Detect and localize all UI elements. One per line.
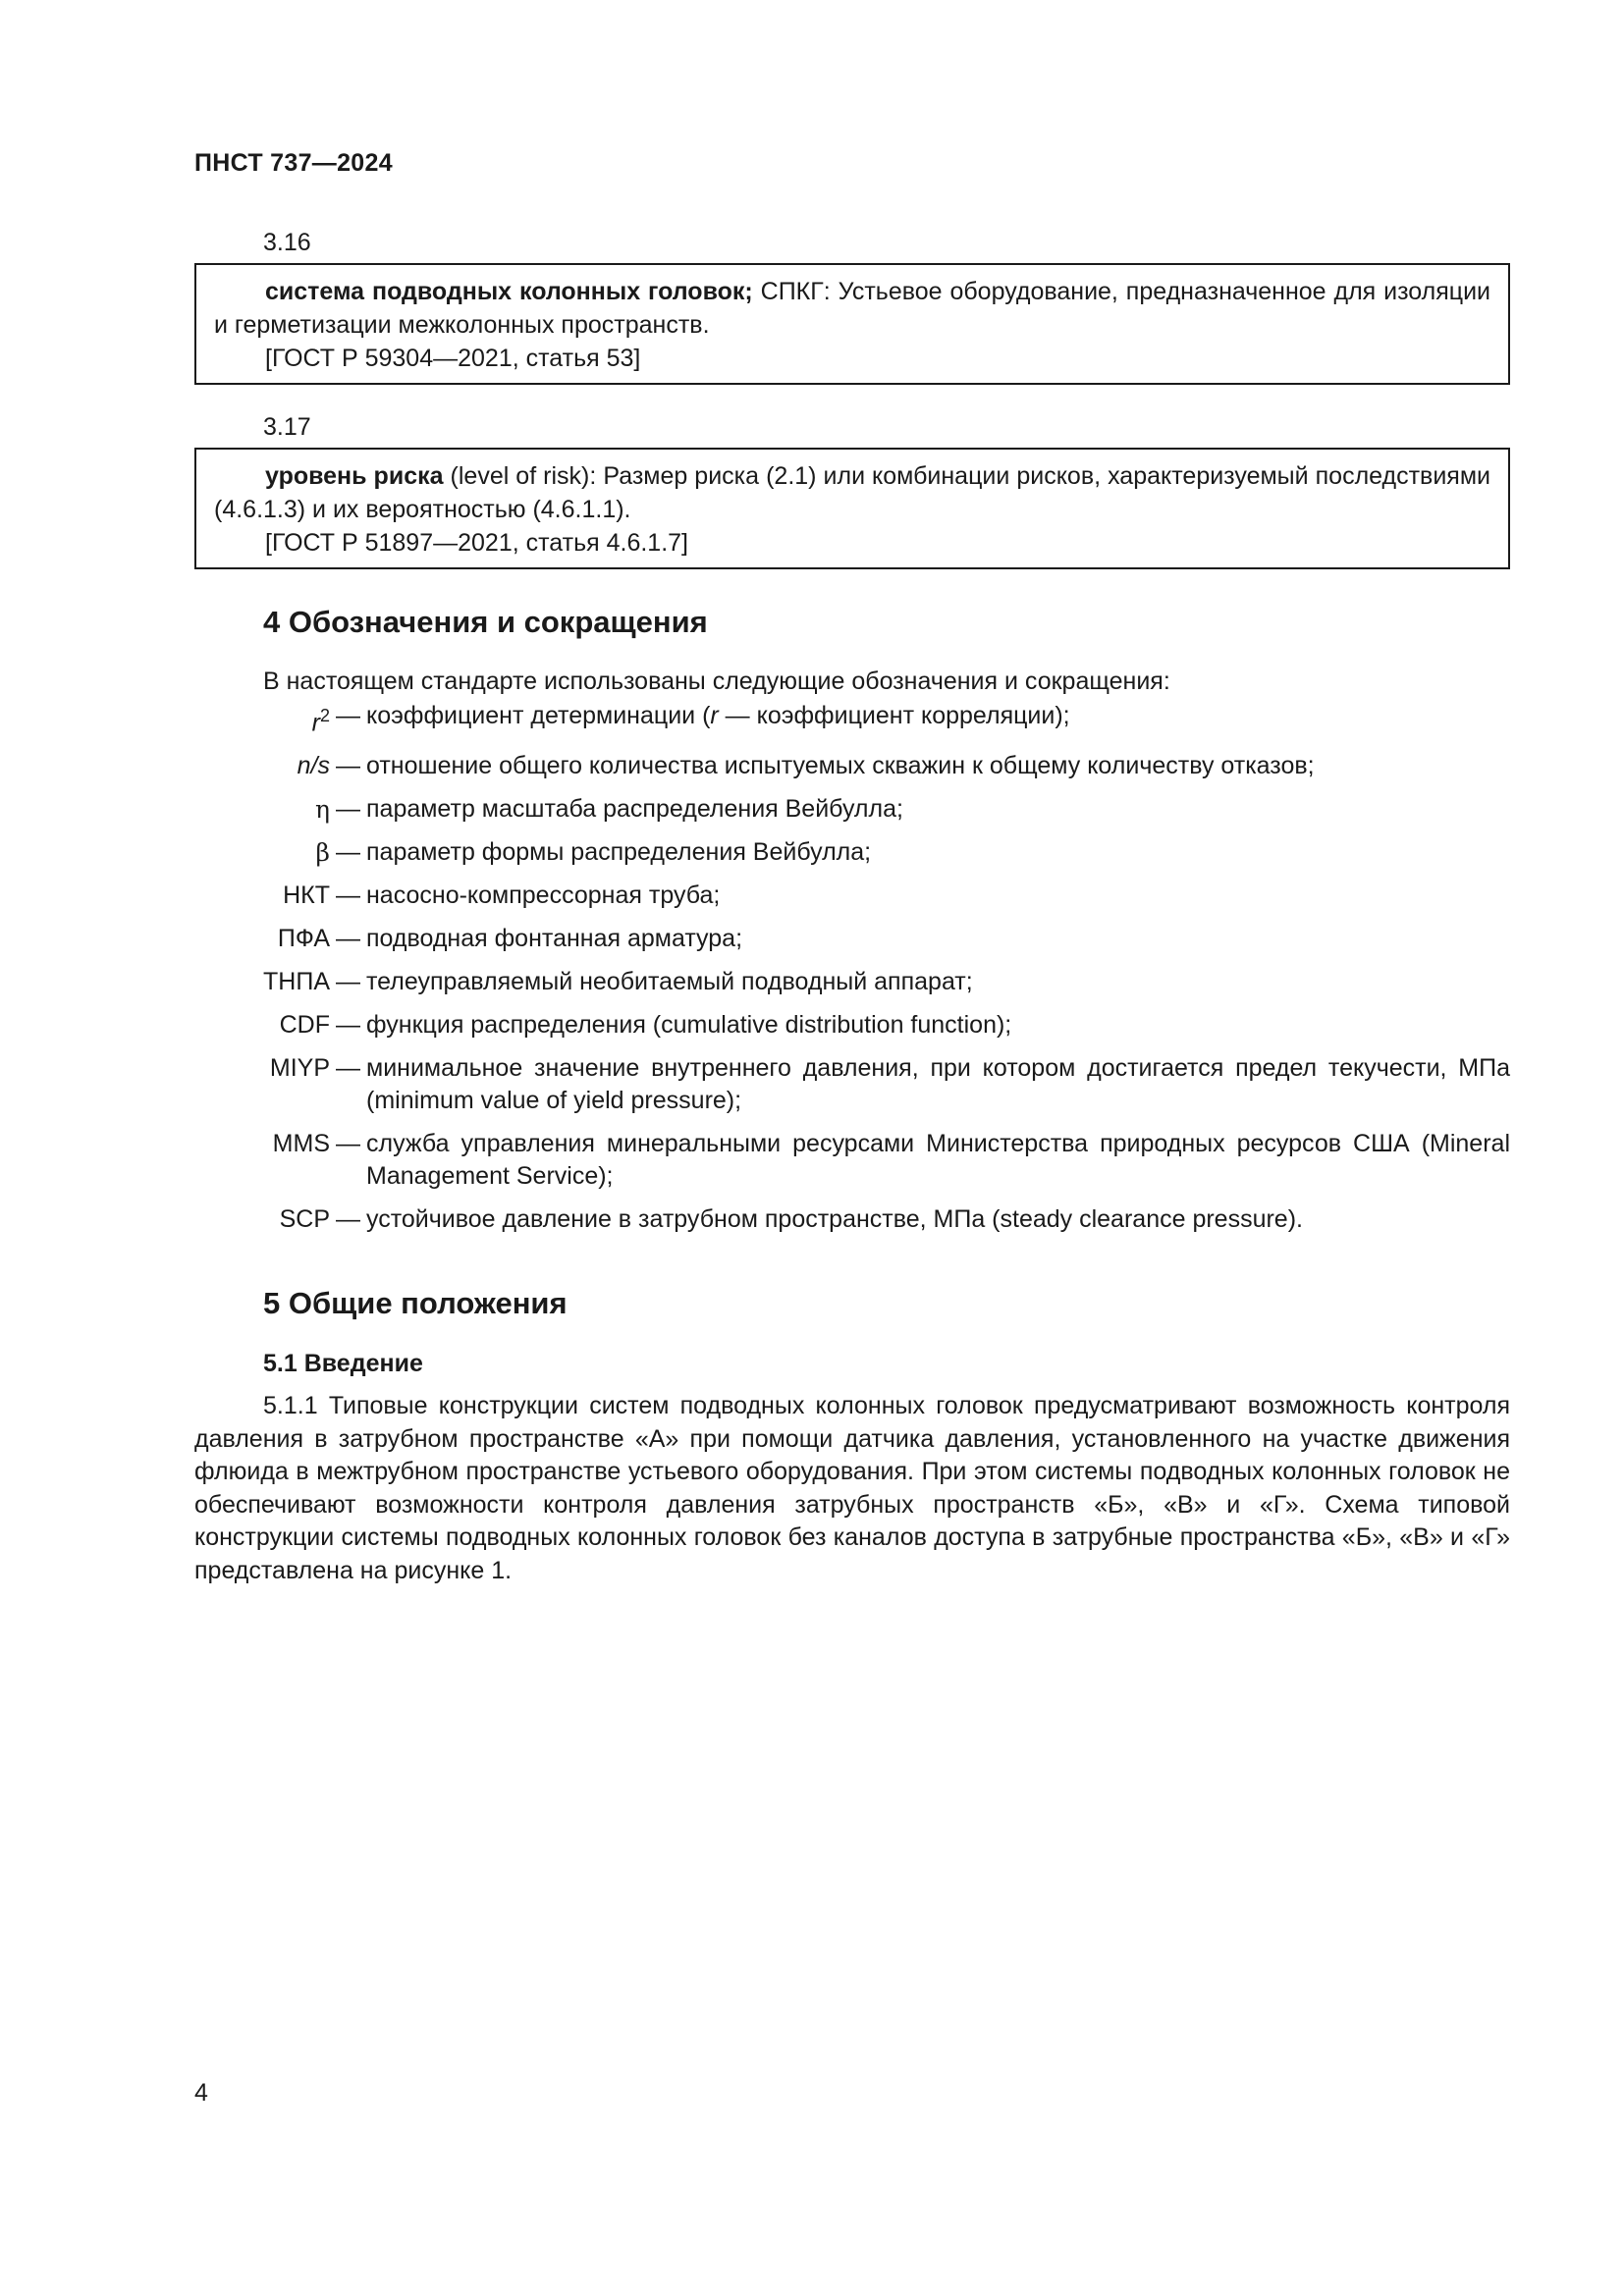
term-source: [ГОСТ Р 59304—2021, статья 53]: [265, 345, 641, 372]
dash: —: [336, 838, 360, 867]
abbreviation-definition: подводная фонтанная арматура;: [366, 925, 743, 953]
term-text: (level of risk): Размер риска (2.1) или комбинации рисков, характеризуемый последствиями (4.6.1.3) и их вероятностью (4.6.1.1).: [214, 462, 1490, 523]
abbreviation-definition: отношение общего количества испытуемых скважин к общему количеству отказов;: [366, 752, 1315, 780]
list-item: [194, 793, 1510, 826]
term-definition: [214, 459, 1490, 526]
list-item: [194, 880, 1510, 912]
abbreviation-symbol: ТНПА: [263, 968, 330, 996]
term-definition-box: [194, 263, 1510, 385]
list-item: [194, 923, 1510, 955]
list-item: [194, 836, 1510, 869]
dash: —: [336, 795, 360, 824]
term-text: СПКГ: Устьевое оборудование, предназначенное для изоляции и герметизации межколонных пространств.: [214, 278, 1490, 339]
section-heading: 4 Обозначения и сокращения: [263, 605, 708, 639]
abbreviation-symbol: НКТ: [283, 881, 330, 910]
section-intro: В настоящем стандарте использованы следующие обозначения и сокращения:: [263, 667, 1170, 695]
dash: —: [336, 1205, 360, 1234]
dash: —: [336, 1054, 360, 1083]
dash: —: [336, 1011, 360, 1040]
section-heading: 5 Общие положения: [263, 1286, 568, 1320]
page-number: 4: [194, 2079, 208, 2107]
list-item: [194, 1052, 1510, 1117]
term-name: уровень риска: [265, 462, 444, 490]
document-id: ПНСТ 737—2024: [194, 149, 393, 177]
term-source: [ГОСТ Р 51897—2021, статья 4.6.1.7]: [265, 529, 688, 557]
list-item: [194, 700, 1510, 739]
dash: —: [336, 925, 360, 953]
body-paragraph: 5.1.1 Типовые конструкции систем подводных колонных головок предусматривают возможность контроля давления в затрубном пространстве «А» при помощи датчика давления, установленного на участке движения флюида в межтрубном пространстве устьевого оборудования. При этом системы подводных колонных головок не обеспечивают возможности контроля давления затрубных пространств «Б», «В» и «Г». Схема типовой конструкции системы подводных колонных головок без каналов доступа в затрубные пространства «Б», «В» и «Г» представлена на рисунке 1.: [194, 1392, 1510, 1584]
list-item: [194, 1009, 1510, 1041]
list-item: [194, 1128, 1510, 1193]
list-item: [194, 1203, 1510, 1236]
dash: —: [336, 1130, 360, 1158]
abbreviation-definition: телеуправляемый необитаемый подводный аппарат;: [366, 968, 973, 996]
abbreviation-symbol: SCP: [279, 1205, 330, 1234]
abbreviation-symbol: ПФА: [277, 925, 330, 953]
abbreviation-definition: функция распределения (cumulative distribution function);: [366, 1011, 1012, 1040]
list-item: [194, 750, 1510, 782]
abbreviation-symbol: MMS: [272, 1130, 330, 1158]
abbreviation-definition: устойчивое давление в затрубном пространстве, МПа (steady clearance pressure).: [366, 1205, 1303, 1234]
dash: —: [336, 752, 360, 780]
term-name: система подводных колонных головок;: [265, 278, 753, 305]
term-number: 3.17: [263, 413, 311, 441]
term-number: 3.16: [263, 229, 311, 256]
term-definition: [214, 275, 1490, 342]
dash: —: [336, 702, 360, 729]
dash: —: [336, 968, 360, 996]
subsection-heading: 5.1 Введение: [263, 1350, 423, 1377]
abbreviation-definition: минимальное значение внутреннего давления, при котором достигается предел текучести, МПа (minimum value of yield pressure);: [366, 1054, 1510, 1115]
list-item: [194, 966, 1510, 998]
dash: —: [336, 881, 360, 910]
abbreviation-list: [194, 700, 1510, 1236]
abbreviation-definition: насосно-компрессорная труба;: [366, 881, 721, 910]
abbreviation-symbol: CDF: [279, 1011, 330, 1040]
abbreviation-symbol: β: [315, 838, 330, 868]
abbreviation-symbol: n/s: [297, 752, 330, 780]
term-definition-box: [194, 448, 1510, 569]
abbreviation-symbol: $r^2$: [311, 706, 330, 737]
abbreviation-definition: служба управления минеральными ресурсами Министерства природных ресурсов США (Mineral Management Service);: [366, 1130, 1510, 1191]
abbreviation-symbol: MIYP: [269, 1054, 330, 1083]
abbreviation-definition: параметр формы распределения Вейбулла;: [366, 838, 872, 867]
abbreviation-definition: параметр масштаба распределения Вейбулла;: [366, 795, 903, 824]
abbreviation-definition: коэффициент детерминации (r — коэффициент корреляции);: [366, 702, 1070, 729]
abbreviation-symbol: η: [315, 795, 330, 825]
